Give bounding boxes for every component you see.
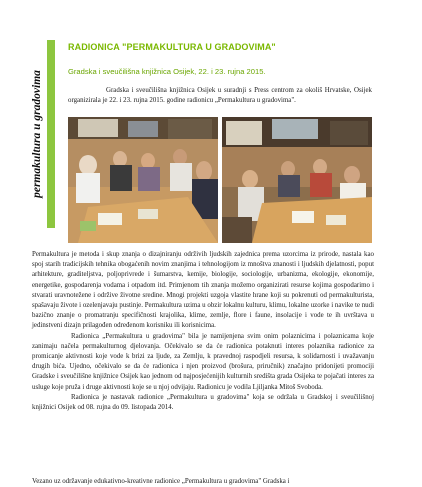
article-subtitle: Gradska i sveučilišna knjižnica Osijek, 22. i 23. rujna 2015. [68,67,266,76]
continued-text-line: Vezano uz održavanje edukativno-kreativne radionice „Permakultura u gradovima" Gradska i [32,478,290,485]
body-paragraph-3: Radionica je nastavak radionice „Permakultura u gradovima" koja se održala u Gradskoj i sveučilišnoj knjižnici Osijek od 08. rujna do 09. listopada 2014. [32,393,374,412]
section-side-label: permakultura u gradovima [31,70,43,198]
article-title: RADIONICA "PERMAKULTURA U GRADOVIMA" [68,42,276,52]
green-side-bar [47,40,55,228]
article-body [32,250,374,413]
workshop-participants-photo [68,117,218,243]
body-paragraph-2: Radionica „Permakultura u gradovima" bila je namijenjena svim onim polaznicima i polaznicama koje zanimaju načela permakulturnog djelovanja. Očekivalo se da će radionica potaknuti interes polaznika radionice za promicanje aktivnosti koje vode k brizi za ljude, za Zemlju, k pravednoj raspodjeli resursa, k solidarnosti i uvažavanju drugih bića. Ujedno, očekivalo se da će radionica i njen proizvod (brošura, priručnik) značajno pridonijeti promociji Gradske i sveučilišne knjižnice Osijek kao jednom od najposjećenijih kulturnih središta grada Osijeka te pojačati interes za usluge koje pruža i druge aktivnosti koje se u njoj odvijaju. Radionicu je vodila Ljiljanka Mitoš Svoboda. [32,332,374,391]
workshop-table-photo [222,117,372,243]
body-paragraph-1: Permakultura je metoda i skup znanja o dizajniranju održivih ljudskih zajednica prema uzorcima iz prirode, nastala kao spoj starih tradicijskih tehnika obogaćenih novim znanjima i tehnologijom iz mnoštva znanosti i ljudskih djelatnosti, poput arhitekture, graditeljstva, poljoprivrede i šumarstva, kemije, biologije, sociologije, urbanizma, ekologije, ekonomije, energetike, gospodarenja vodama i otpadom itd. Primjenom tih znanja možemo organizirati resurse kojima gospodarimo i stvarati uravnotežene i održive životne sredine. Mnogi projekti uzgoja vlastite hrane koji su pokrenuti od permakulturista, spašavaju živote i ozelenjavaju pustinje. Permakultura uzima u obzir lokalnu kulturu, klimu, lokalne uzorke i navike te nudi bazično znanje o promatranju specifičnosti krajolika, klime, zemlje, flore i faune, insolacije i vode te ih uvrštava u jedinstveni dizajn prilagođen određenom korisniku ili korisnicima. [32,251,374,330]
intro-paragraph: Gradska i sveučilišna knjižnica Osijek u suradnji s Press centrom za okoliš Hrvatske, Osijek organizirala je 22. i 23. rujna 2015. godine radionicu „Permakultura u gradovima". [68,87,372,104]
